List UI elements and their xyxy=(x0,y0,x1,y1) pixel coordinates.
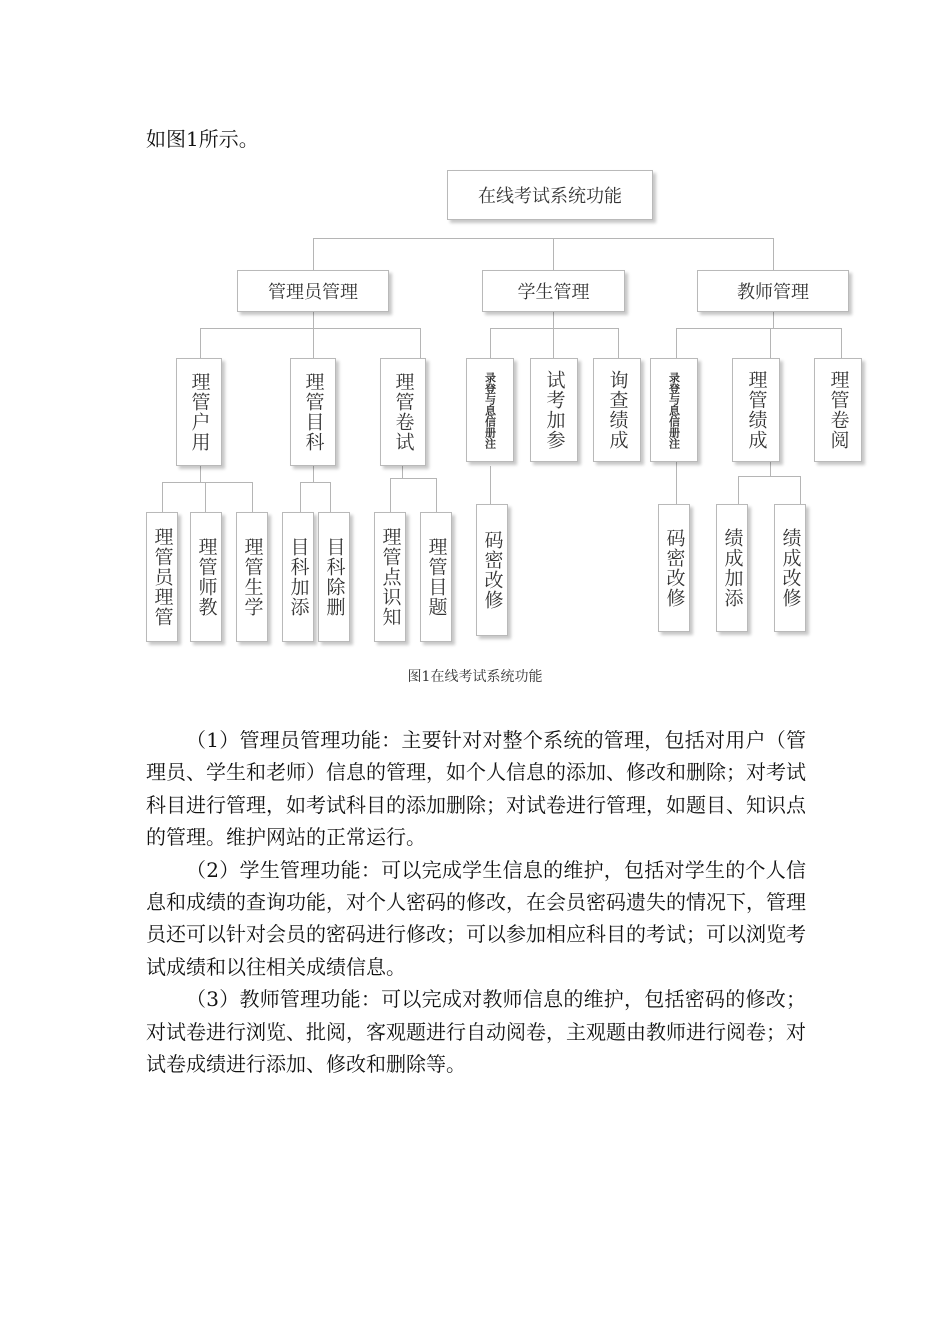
node-label: 询查绩成 xyxy=(606,370,629,450)
leaf-label: 码密改修 xyxy=(481,530,504,610)
leaf-label: 目科除删 xyxy=(323,537,346,617)
leaf-teacher-mgmt xyxy=(190,512,222,642)
leaf-score-add xyxy=(716,504,748,632)
function-diagram xyxy=(140,168,850,648)
node-label: 理管卷阅 xyxy=(827,370,850,450)
body-text xyxy=(146,724,806,1080)
paragraph-student: （2）学生管理功能：可以完成学生信息的维护，包括对学生的个人信息和成绩的查询功能，对个人密码的修改，在会员密码遗失的情况下，管理员还可以针对会员的密码进行修改；可以参加相应科目的考试；可以浏览考试成绩和以往相关成绩信息。 xyxy=(146,857,806,979)
figure-caption: 图1在线考试系统功能 xyxy=(407,669,543,685)
node-label: 理管卷试 xyxy=(392,372,415,452)
leaf-label: 绩成加添 xyxy=(721,528,744,608)
node-label: 理管绩成 xyxy=(745,370,768,450)
leaf-label: 理管目题 xyxy=(425,537,448,617)
node-score-mgmt xyxy=(732,358,780,462)
leaf-label: 理管员理管 xyxy=(151,527,174,627)
leaf-label: 目科加添 xyxy=(287,537,310,617)
leaf-subject-add xyxy=(282,512,314,642)
paragraph-admin: （1）管理员管理功能：主要针对对整个系统的管理，包括对用户（管理员、学生和老师）信息的管理，如个人信息的添加、修改和删除；对考试科目进行管理，如考试科目的添加删除；对试卷进行管理，如题目、知识点的管理。维护网站的正常运行。 xyxy=(146,728,806,850)
leaf-label: 理管生学 xyxy=(241,537,264,617)
node-query-score xyxy=(593,358,641,462)
node-grading-mgmt xyxy=(814,358,862,462)
node-take-exam xyxy=(530,358,578,462)
node-teacher-register xyxy=(650,358,698,462)
leaf-label: 绩成改修 xyxy=(779,528,802,608)
leaf-knowledge-mgmt xyxy=(374,512,406,642)
leaf-student-mgmt xyxy=(236,512,268,642)
node-admin: 管理员管理 xyxy=(237,270,389,312)
node-paper-mgmt xyxy=(380,358,426,466)
leaf-label: 理管师教 xyxy=(195,537,218,617)
node-label: 试考加参 xyxy=(543,370,566,450)
leaf-student-password xyxy=(476,504,508,636)
node-label: 理管户用 xyxy=(188,372,211,452)
node-user-mgmt xyxy=(176,358,222,466)
node-student: 学生管理 xyxy=(482,270,625,312)
leaf-teacher-password xyxy=(658,504,690,632)
node-subject-mgmt xyxy=(290,358,336,466)
node-label: 理管目科 xyxy=(302,372,325,452)
node-label: 录登与息信册注 xyxy=(667,371,681,449)
leaf-score-edit xyxy=(774,504,806,632)
leaf-label: 码密改修 xyxy=(663,528,686,608)
node-label: 录登与息信册注 xyxy=(483,371,497,449)
node-student-register xyxy=(466,358,514,462)
root-node: 在线考试系统功能 xyxy=(447,170,653,220)
leaf-question-mgmt xyxy=(420,512,452,642)
leaf-subject-delete xyxy=(318,512,350,642)
intro-text: 如图1所示。 xyxy=(146,127,259,151)
leaf-admin-mgmt xyxy=(146,512,178,642)
leaf-label: 理管点识知 xyxy=(379,527,402,627)
paragraph-teacher: （3）教师管理功能：可以完成对教师信息的维护，包括密码的修改；对试卷进行浏览、批阅，客观题进行自动阅卷，主观题由教师进行阅卷；对试卷成绩进行添加、修改和删除等。 xyxy=(146,987,806,1077)
node-teacher: 教师管理 xyxy=(697,270,849,312)
